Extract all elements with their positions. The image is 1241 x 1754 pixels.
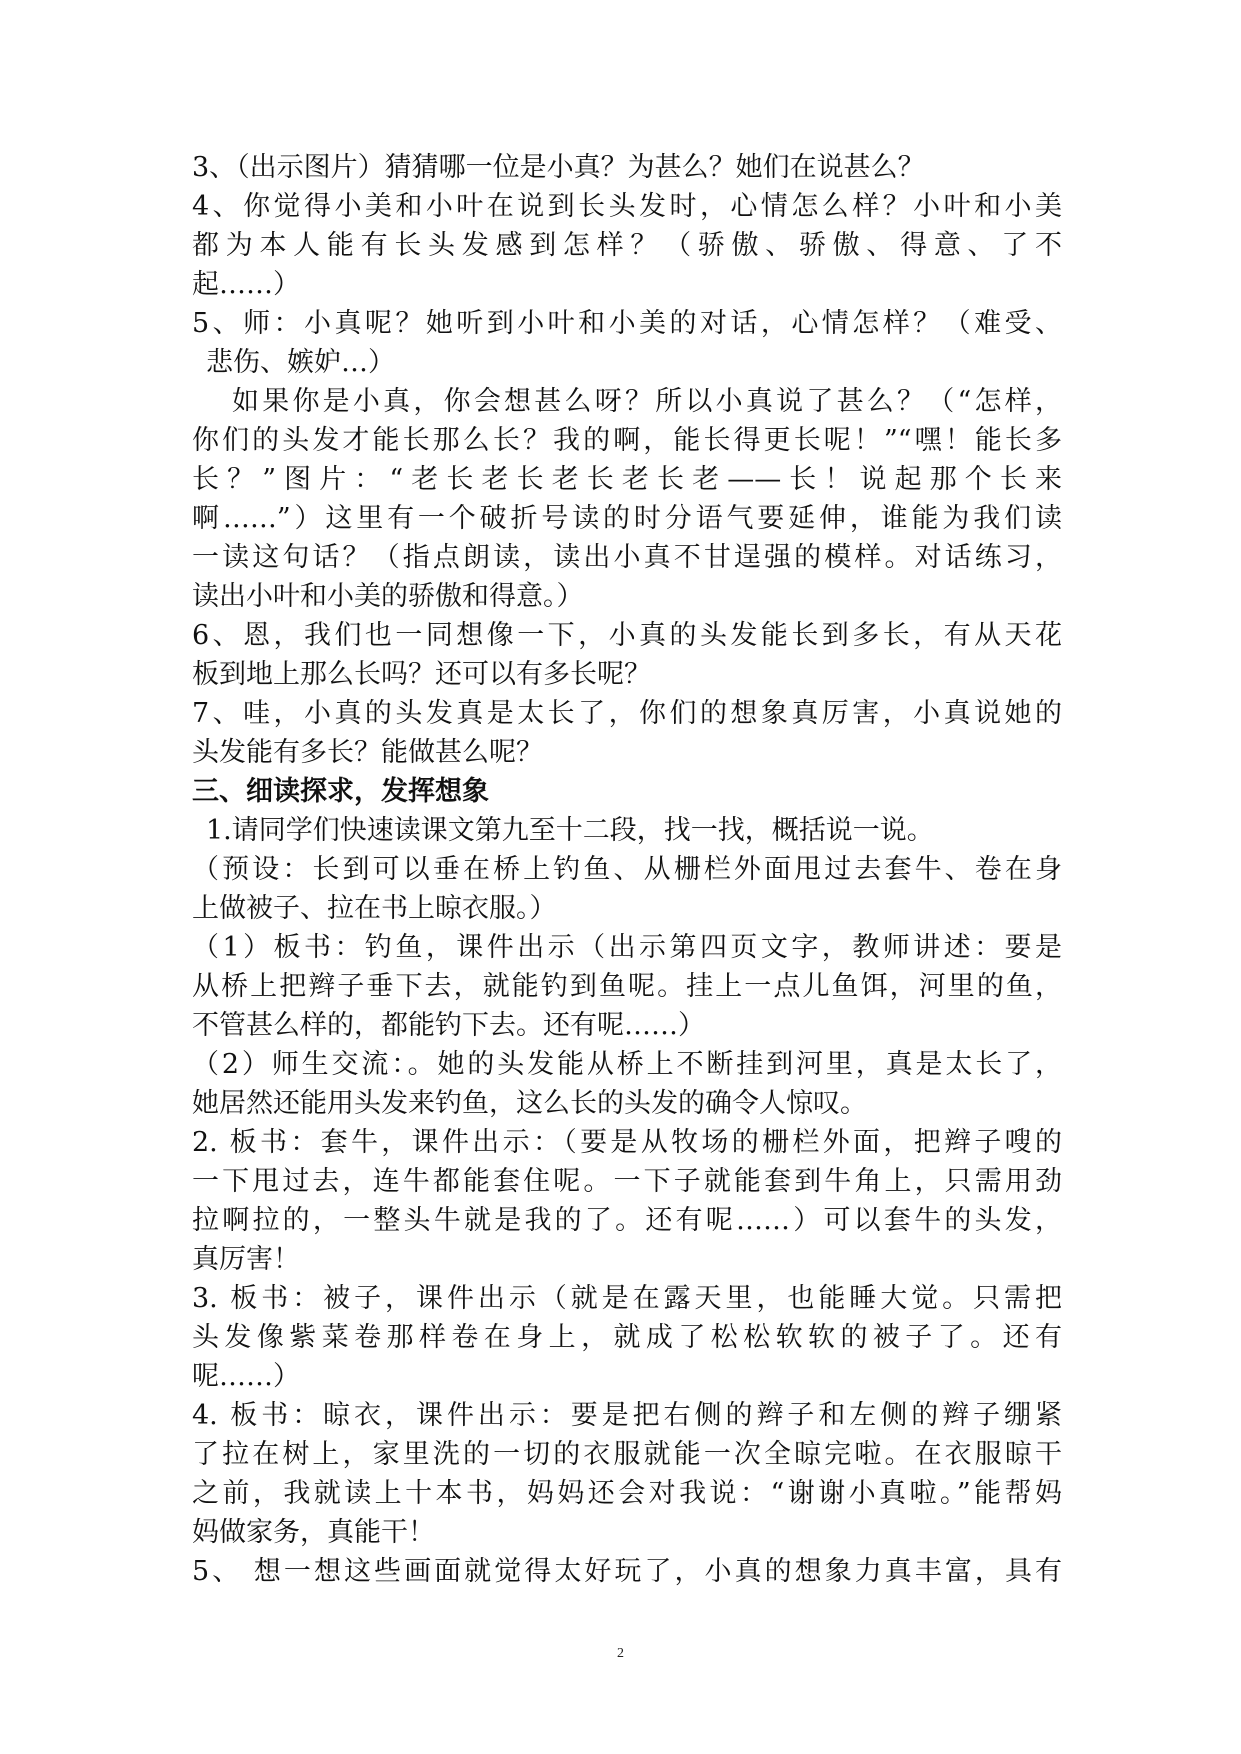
- text-line: 拉啊拉的，一整头牛就是我的了。还有呢……）可以套牛的头发，: [192, 1205, 1062, 1236]
- page-number: 2: [617, 1646, 624, 1661]
- text-line: 一读这句话？（指点朗读，读出小真不甘逞强的模样。对话练习，: [192, 542, 1062, 573]
- text-line: 头发能有多长？能做甚么呢？: [192, 737, 543, 768]
- text-line: 1.请同学们快速读课文第九至十二段，找一找，概括说一说。: [206, 815, 934, 846]
- text-line: 板到地上那么长吗？还可以有多长呢？: [192, 659, 651, 690]
- text-line: 3、（出示图片）猜猜哪一位是小真？为甚么？她们在说甚么？: [192, 152, 925, 183]
- text-line: 妈做家务，真能干！: [192, 1517, 435, 1548]
- text-line: （预设：长到可以垂在桥上钓鱼、从栅栏外面甩过去套牛、卷在身: [192, 854, 1062, 885]
- text-line: 呢……）: [192, 1361, 300, 1392]
- text-line: 头发像紫菜卷那样卷在身上，就成了松松软软的被子了。还有: [192, 1322, 1062, 1353]
- text-line: 7、哇，小真的头发真是太长了，你们的想象真厉害，小真说她的: [192, 698, 1062, 729]
- text-line: 如果你是小真，你会想甚么呀？所以小真说了甚么？（“怎样，: [232, 386, 1062, 417]
- text-line: （1）板书：钓鱼，课件出示（出示第四页文字，教师讲述：要是: [192, 932, 1062, 963]
- text-line: 真厉害！: [192, 1244, 300, 1275]
- text-line: 从桥上把辫子垂下去，就能钓到鱼呢。挂上一点儿鱼饵，河里的鱼，: [192, 971, 1062, 1002]
- text-line: 上做被子、拉在书上晾衣服。）: [192, 893, 557, 924]
- document-body: [192, 148, 1062, 1591]
- text-line: 啊……”）这里有一个破折号读的时分语气要延伸，谁能为我们读: [192, 503, 1062, 534]
- text-line: 6、恩，我们也一同想像一下，小真的头发能长到多长，有从天花: [192, 620, 1062, 651]
- text-line: 3. 板书：被子，课件出示（就是在露天里，也能睡大觉。只需把: [192, 1283, 1062, 1314]
- text-line: 5、 想一想这些画面就觉得太好玩了，小真的想象力真丰富，具有: [192, 1556, 1062, 1587]
- text-line: 你们的头发才能长那么长？我的啊，能长得更长呢！”“嘿！能长多: [192, 425, 1062, 456]
- text-line: 4. 板书：晾衣，课件出示：要是把右侧的辫子和左侧的辫子绷紧: [192, 1400, 1062, 1431]
- text-line: 长？”图片：“老长老长老长老长老——长！说起那个长来: [192, 464, 1062, 495]
- text-line: 不管甚么样的，都能钓下去。还有呢……）: [192, 1010, 705, 1041]
- text-line: 都为本人能有长头发感到怎样？（骄傲、骄傲、得意、了不: [192, 230, 1062, 261]
- text-line: 悲伤、嫉妒…）: [206, 347, 395, 378]
- text-line: 读出小叶和小美的骄傲和得意。）: [192, 581, 584, 612]
- section-heading: 三、细读探求，发挥想象: [192, 776, 489, 807]
- text-line: （2）师生交流：。她的头发能从桥上不断挂到河里，真是太长了，: [192, 1049, 1062, 1080]
- text-line: 之前，我就读上十本书，妈妈还会对我说：“谢谢小真啦。”能帮妈: [192, 1478, 1062, 1509]
- text-line: 她居然还能用头发来钓鱼，这么长的头发的确令人惊叹。: [192, 1088, 867, 1119]
- text-line: 一下甩过去，连牛都能套住呢。一下子就能套到牛角上，只需用劲: [192, 1166, 1062, 1197]
- text-line: 2. 板书：套牛，课件出示：（要是从牧场的栅栏外面，把辫子嗖的: [192, 1127, 1062, 1158]
- text-line: 起……）: [192, 269, 300, 300]
- text-line: 5、师：小真呢？她听到小叶和小美的对话，心情怎样？（难受、: [192, 308, 1062, 339]
- text-line: 4、你觉得小美和小叶在说到长头发时，心情怎么样？小叶和小美: [192, 191, 1062, 222]
- text-line: 了拉在树上，家里洗的一切的衣服就能一次全晾完啦。在衣服晾干: [192, 1439, 1062, 1470]
